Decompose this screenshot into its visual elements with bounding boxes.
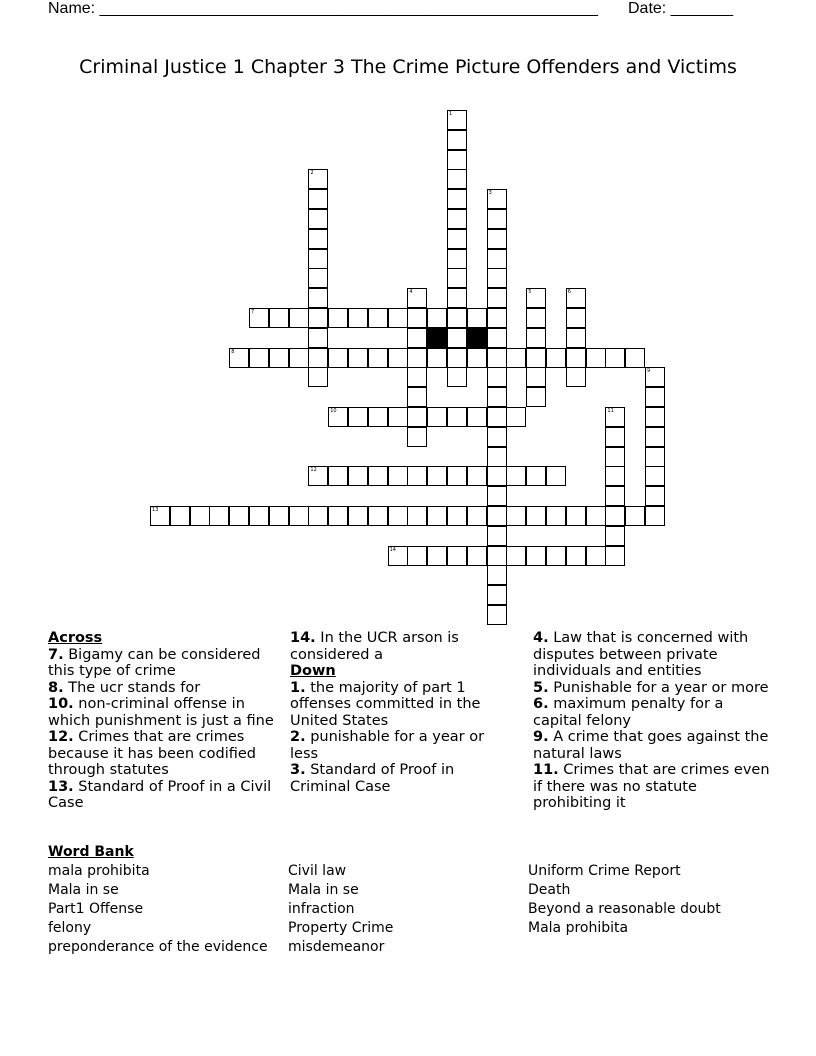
crossword-cell[interactable] xyxy=(407,546,427,566)
crossword-cell[interactable] xyxy=(368,466,388,486)
crossword-cell[interactable] xyxy=(487,407,507,427)
crossword-cell[interactable] xyxy=(487,506,507,526)
crossword-cell[interactable] xyxy=(487,229,507,249)
crossword-cell[interactable] xyxy=(348,407,368,427)
crossword-cell[interactable] xyxy=(308,348,328,368)
clue-down-1: 1. the majority of part 1 offenses committed in the United States xyxy=(290,679,481,729)
crossword-cell[interactable] xyxy=(566,546,586,566)
crossword-cell[interactable] xyxy=(407,427,427,447)
clue-number: 13 xyxy=(152,507,159,513)
crossword-cell[interactable] xyxy=(249,348,269,368)
crossword-cell[interactable] xyxy=(407,506,427,526)
crossword-cell[interactable] xyxy=(605,486,625,506)
crossword-cell[interactable] xyxy=(487,268,507,288)
crossword-cell[interactable] xyxy=(407,308,427,328)
clues-column-2 xyxy=(290,630,515,795)
crossword-cell[interactable] xyxy=(467,546,487,566)
crossword-cell[interactable] xyxy=(487,526,507,546)
crossword-cell[interactable] xyxy=(249,506,269,526)
crossword-cell[interactable] xyxy=(407,407,427,427)
word-bank-item: Mala in se xyxy=(288,882,359,898)
crossword-cell[interactable] xyxy=(388,348,408,368)
crossword-cell[interactable] xyxy=(586,348,606,368)
word-bank-item: mala prohibita xyxy=(48,863,150,879)
name-field: Name: ________________________________________________________ xyxy=(48,0,598,17)
word-bank-item: Part1 Offense xyxy=(48,901,144,917)
crossword-cell[interactable] xyxy=(209,506,229,526)
crossword-cell[interactable] xyxy=(487,486,507,506)
crossword-cell[interactable] xyxy=(407,387,427,407)
crossword-cell[interactable] xyxy=(348,308,368,328)
crossword-cell[interactable] xyxy=(506,466,526,486)
clue-number: 3 xyxy=(488,190,492,197)
crossword-cell[interactable] xyxy=(625,506,645,526)
crossword-cell[interactable] xyxy=(487,367,507,387)
crossword-cell[interactable] xyxy=(388,407,408,427)
crossword-cell[interactable] xyxy=(526,367,546,387)
word-bank-item: Beyond a reasonable doubt xyxy=(528,901,721,917)
crossword-cell[interactable] xyxy=(447,407,467,427)
crossword-cell[interactable] xyxy=(467,466,487,486)
crossword-cell[interactable] xyxy=(487,308,507,328)
crossword-cell[interactable] xyxy=(447,169,467,189)
crossword-cell[interactable] xyxy=(546,546,566,566)
crossword-cell[interactable] xyxy=(526,308,546,328)
word-bank-item: preponderance of the evidence xyxy=(48,939,268,955)
crossword-cell[interactable] xyxy=(328,466,348,486)
crossword-cell[interactable] xyxy=(586,506,606,526)
crossword-cell[interactable] xyxy=(427,348,447,368)
crossword-cell[interactable] xyxy=(605,348,625,368)
crossword-cell[interactable] xyxy=(487,328,507,348)
crossword-cell[interactable] xyxy=(467,506,487,526)
crossword-cell[interactable] xyxy=(645,387,665,407)
crossword-cell[interactable] xyxy=(190,506,210,526)
clue-number: 8 xyxy=(231,348,235,355)
crossword-cell[interactable] xyxy=(487,605,507,625)
crossword-cell[interactable] xyxy=(487,348,507,368)
crossword-cell[interactable] xyxy=(566,308,586,328)
clue-number: 11 xyxy=(607,408,614,414)
clue-number: 6 xyxy=(567,289,571,296)
crossword-cell[interactable] xyxy=(447,189,467,209)
page-title: Criminal Justice 1 Chapter 3 The Crime Picture Offenders and Victims xyxy=(79,56,737,78)
word-bank-item: Death xyxy=(528,882,571,898)
crossword-cell[interactable] xyxy=(566,506,586,526)
crossword-cell[interactable] xyxy=(368,407,388,427)
crossword-cell[interactable] xyxy=(546,506,566,526)
crossword-cell[interactable] xyxy=(487,387,507,407)
crossword-cell[interactable] xyxy=(447,209,467,229)
crossword-cell[interactable] xyxy=(506,348,526,368)
crossword-cell[interactable] xyxy=(447,328,467,348)
crossword-cell[interactable] xyxy=(427,466,447,486)
crossword-cell[interactable] xyxy=(388,466,408,486)
crossword-cell[interactable] xyxy=(269,308,289,328)
crossword-cell[interactable] xyxy=(308,229,328,249)
crossword-black-cell xyxy=(427,328,447,348)
crossword-cell[interactable] xyxy=(625,348,645,368)
down-heading: Down xyxy=(290,663,336,679)
clue-down-11: 11. Crimes that are crimes even if there was no statute prohibiting it xyxy=(533,762,770,811)
word-bank-item: infraction xyxy=(288,901,355,917)
crossword-cell[interactable] xyxy=(308,506,328,526)
crossword-black-cell xyxy=(467,328,487,348)
crossword-cell[interactable] xyxy=(487,585,507,605)
clue-across-7: 7. Bigamy can be considered this type of crime xyxy=(48,646,261,679)
crossword-cell[interactable] xyxy=(447,506,467,526)
word-bank-item: Property Crime xyxy=(288,920,394,936)
crossword-cell[interactable] xyxy=(605,447,625,467)
crossword-cell[interactable] xyxy=(328,348,348,368)
crossword-cell[interactable] xyxy=(447,466,467,486)
clue-across-8: 8. The ucr stands for xyxy=(48,679,201,696)
clue-number: 14 xyxy=(389,546,396,553)
crossword-cell[interactable] xyxy=(308,308,328,328)
crossword-cell[interactable] xyxy=(526,546,546,566)
crossword-cell[interactable] xyxy=(566,328,586,348)
crossword-cell[interactable] xyxy=(427,546,447,566)
crossword-cell[interactable] xyxy=(407,466,427,486)
crossword-cell[interactable] xyxy=(407,328,427,348)
clue-down-2: 2. punishable for a year or less xyxy=(290,729,485,762)
crossword-cell[interactable] xyxy=(427,308,447,328)
crossword-cell[interactable] xyxy=(645,506,665,526)
crossword-cell[interactable] xyxy=(645,447,665,467)
crossword-cell[interactable] xyxy=(467,348,487,368)
crossword-cell[interactable] xyxy=(526,387,546,407)
crossword-cell[interactable] xyxy=(447,348,467,368)
crossword-cell[interactable] xyxy=(447,249,467,269)
crossword-cell[interactable] xyxy=(368,348,388,368)
word-bank-column-1 xyxy=(48,862,268,957)
crossword-cell[interactable] xyxy=(447,367,467,387)
crossword-cell[interactable] xyxy=(289,348,309,368)
word-bank-column-2 xyxy=(288,862,393,957)
crossword-cell[interactable] xyxy=(526,506,546,526)
crossword-cell[interactable] xyxy=(170,506,190,526)
crossword-cell[interactable] xyxy=(289,506,309,526)
crossword-cell[interactable] xyxy=(605,526,625,546)
crossword-cell[interactable] xyxy=(605,506,625,526)
crossword-cell[interactable] xyxy=(487,546,507,566)
crossword-cell[interactable] xyxy=(645,486,665,506)
word-bank-item: Uniform Crime Report xyxy=(528,863,681,879)
crossword-cell[interactable] xyxy=(308,189,328,209)
crossword-cell[interactable] xyxy=(586,546,606,566)
clue-down-6: 6. maximum penalty for a capital felony xyxy=(533,696,724,729)
crossword-cell[interactable] xyxy=(328,308,348,328)
crossword-cell[interactable] xyxy=(308,288,328,308)
clues-column-3 xyxy=(533,630,773,812)
crossword-cell[interactable] xyxy=(328,506,348,526)
clue-across-10: 10. non-criminal offense in which punishment is just a fine xyxy=(48,696,274,729)
word-bank-item: misdemeanor xyxy=(288,939,385,955)
crossword-cell[interactable] xyxy=(487,288,507,308)
crossword-cell[interactable] xyxy=(308,268,328,288)
crossword-cell[interactable] xyxy=(447,130,467,150)
word-bank-item: Mala in se xyxy=(48,882,119,898)
crossword-cell[interactable] xyxy=(526,328,546,348)
crossword-cell[interactable] xyxy=(368,506,388,526)
crossword-cell[interactable] xyxy=(506,407,526,427)
crossword-cell[interactable] xyxy=(308,249,328,269)
clue-across-13: 13. Standard of Proof in a Civil Case xyxy=(48,778,272,811)
word-bank-item: Civil law xyxy=(288,863,347,879)
crossword-cell[interactable] xyxy=(407,367,427,387)
crossword-cell[interactable] xyxy=(546,466,566,486)
crossword-cell[interactable] xyxy=(566,348,586,368)
crossword-cell[interactable] xyxy=(447,546,467,566)
crossword-cell[interactable] xyxy=(308,328,328,348)
crossword-cell[interactable] xyxy=(645,407,665,427)
crossword-cell[interactable] xyxy=(368,308,388,328)
crossword-cell[interactable] xyxy=(348,506,368,526)
crossword-cell[interactable] xyxy=(487,427,507,447)
crossword-cell[interactable] xyxy=(388,506,408,526)
word-bank-item: Mala prohibita xyxy=(528,920,629,936)
crossword-cell[interactable] xyxy=(447,268,467,288)
crossword-cell[interactable] xyxy=(487,565,507,585)
crossword-cell[interactable] xyxy=(447,229,467,249)
clue-down-9: 9. A crime that goes against the natural laws xyxy=(533,729,769,762)
crossword-cell[interactable] xyxy=(447,308,467,328)
crossword-cell[interactable] xyxy=(645,427,665,447)
clue-down-3: 3. Standard of Proof in Criminal Case xyxy=(290,762,455,795)
crossword-cell[interactable] xyxy=(605,546,625,566)
clue-number: 5 xyxy=(528,289,532,296)
clue-number: 7 xyxy=(251,309,255,315)
crossword-cell[interactable] xyxy=(388,308,408,328)
clue-down-4: 4. Law that is concerned with disputes between private individuals and entities xyxy=(533,630,749,679)
crossword-cell[interactable] xyxy=(269,348,289,368)
crossword-cell[interactable] xyxy=(526,348,546,368)
crossword-cell[interactable] xyxy=(229,506,249,526)
date-field: Date: _______ xyxy=(628,0,733,17)
word-bank-heading: Word Bank xyxy=(48,844,134,860)
crossword-cell[interactable] xyxy=(605,427,625,447)
crossword-cell[interactable] xyxy=(487,249,507,269)
crossword-cell[interactable] xyxy=(506,546,526,566)
clue-number: 2 xyxy=(310,170,314,177)
crossword-cell[interactable] xyxy=(487,447,507,467)
clue-number: 4 xyxy=(409,289,413,296)
clue-number: 1 xyxy=(449,111,453,117)
across-heading: Across xyxy=(48,630,103,646)
crossword-cell[interactable] xyxy=(289,308,309,328)
crossword-cell[interactable] xyxy=(645,466,665,486)
clue-number: 12 xyxy=(310,467,317,474)
crossword-cell[interactable] xyxy=(566,367,586,387)
crossword-cell[interactable] xyxy=(269,506,289,526)
word-bank-column-3 xyxy=(528,862,721,938)
crossword-cell[interactable] xyxy=(447,150,467,170)
crossword-cell[interactable] xyxy=(427,506,447,526)
clue-down-5: 5. Punishable for a year or more xyxy=(533,679,769,696)
crossword-cell[interactable] xyxy=(407,348,427,368)
crossword-cell[interactable] xyxy=(308,209,328,229)
clue-number: 9 xyxy=(647,368,651,375)
clue-across-14: 14. In the UCR arson is considered a xyxy=(290,630,459,663)
clues-column-1 xyxy=(48,630,280,812)
crossword-cell[interactable] xyxy=(487,209,507,229)
crossword-cell[interactable] xyxy=(506,506,526,526)
crossword-cell[interactable] xyxy=(447,288,467,308)
crossword-cell[interactable] xyxy=(308,367,328,387)
word-bank-item: felony xyxy=(48,920,92,936)
crossword-cell[interactable] xyxy=(467,308,487,328)
crossword-cell[interactable] xyxy=(348,348,368,368)
clue-across-12: 12. Crimes that are crimes because it has been codified through statutes xyxy=(48,729,256,778)
clue-number: 10 xyxy=(330,408,337,414)
crossword-cell[interactable] xyxy=(467,407,487,427)
crossword-cell[interactable] xyxy=(427,407,447,427)
crossword-cell[interactable] xyxy=(487,466,507,486)
crossword-cell[interactable] xyxy=(526,466,546,486)
crossword-cell[interactable] xyxy=(348,466,368,486)
crossword-cell[interactable] xyxy=(605,466,625,486)
crossword-cell[interactable] xyxy=(546,348,566,368)
